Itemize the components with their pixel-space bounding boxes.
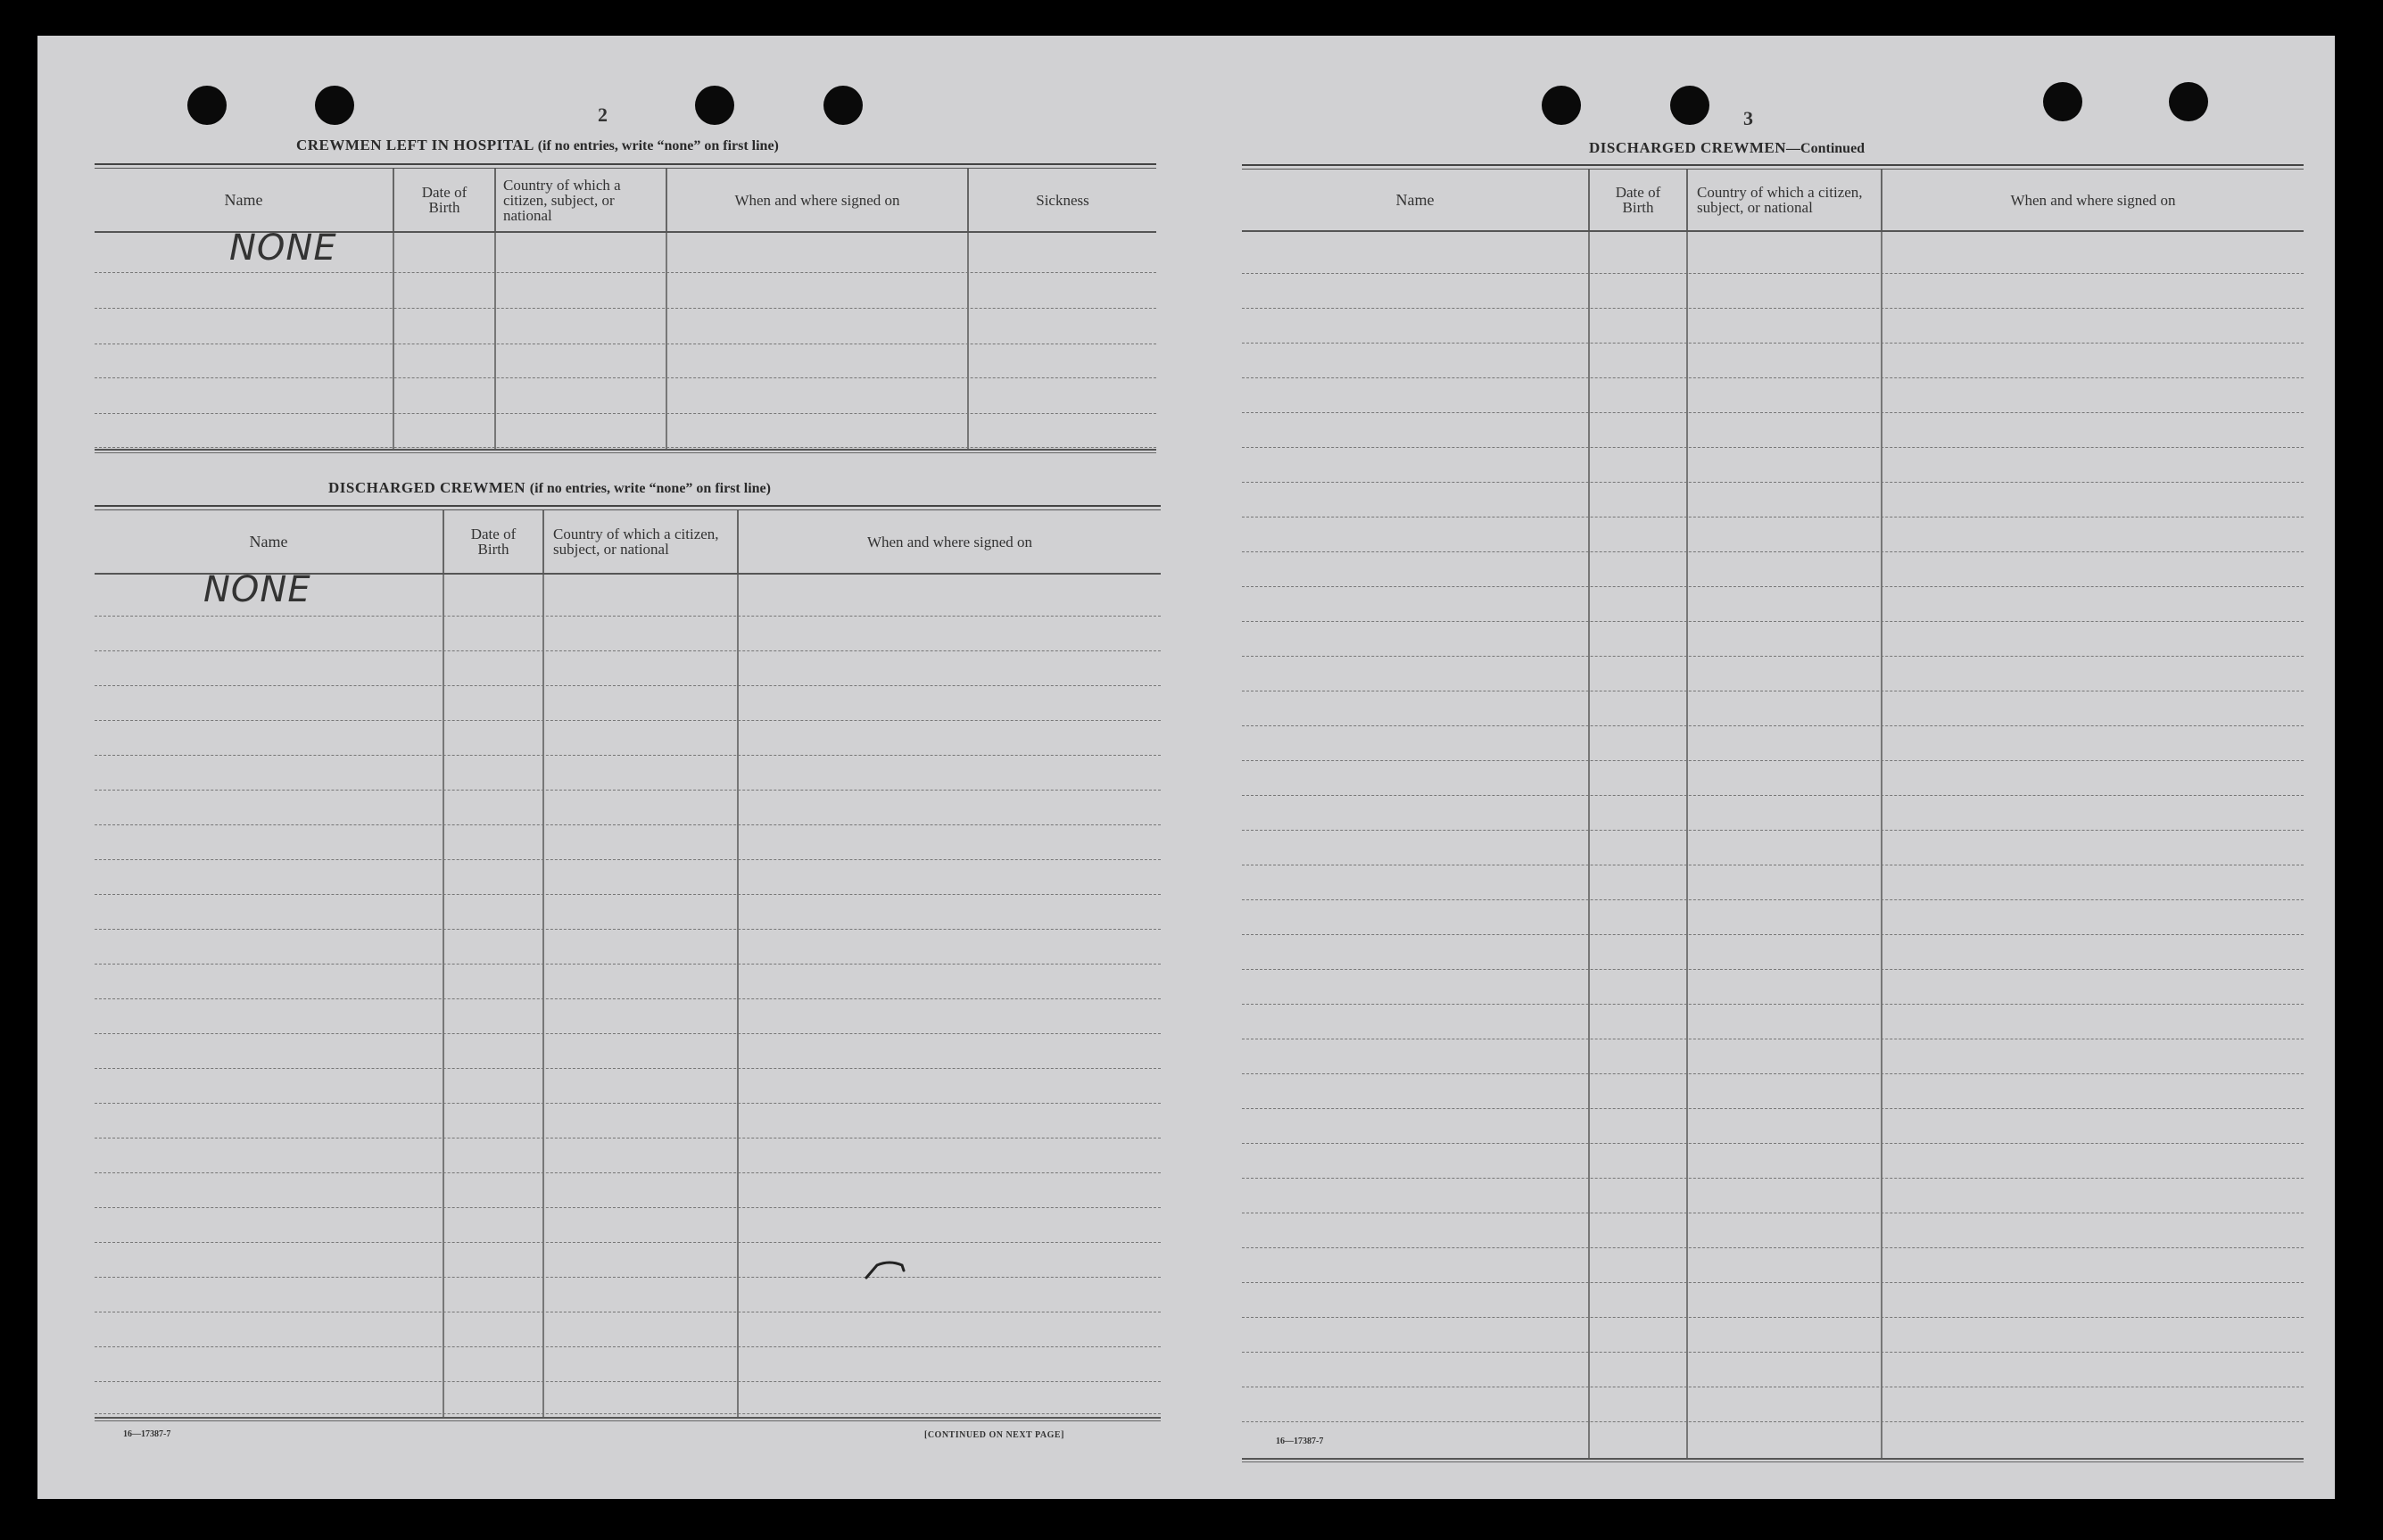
document-sheet [37,36,2335,1499]
punch-hole [315,86,354,125]
discharged-table-left [95,505,1161,1469]
hospital-table [95,163,1156,493]
hospital-title-text: CREWMEN LEFT IN HOSPITAL [296,137,534,153]
discharged-table-right [1242,164,2304,1449]
continued-note: [CONTINUED ON NEXT PAGE] [924,1430,1064,1440]
handwritten-none-discharged: NONE [203,569,311,610]
discharged-table-body [95,575,1161,1417]
discharged-continued-title [1589,139,1865,157]
col-header-signed-on: When and where signed on [2010,191,2176,209]
page-number-left: 2 [598,103,608,126]
form-code-right: 16—17387-7 [1276,1437,1324,1446]
handwritten-none-hospital: NONE [229,228,337,269]
discharged-subtitle-text: (if no entries, write “none” on first line) [529,481,771,496]
hospital-table-header [95,169,1156,233]
continued-subtitle-text: —Continued [1786,141,1866,156]
punch-hole [695,86,734,125]
punch-hole [187,86,227,125]
hospital-subtitle-text: (if no entries, write “none” on first line) [537,138,779,153]
discharged-section-title [328,479,771,497]
discharged-continued-header [1242,170,2304,232]
col-header-name: Name [1242,170,1590,230]
col-header-country: Country of which a citizen, subject, or national [496,169,667,231]
punch-hole [1670,86,1709,125]
col-header-signed-on: When and where signed on [667,169,969,231]
discharged-continued-body [1242,232,2304,1458]
punch-hole [1542,86,1581,125]
col-header-signed-on: When and where signed on [866,533,1033,551]
col-header-country: Country of which a citizen, subject, or national [1688,170,1882,230]
col-header-dob: Date of Birth [394,169,496,231]
punch-hole [2043,82,2082,121]
page-number-right: 3 [1743,107,1753,129]
discharged-title-text: DISCHARGED CREWMEN [328,479,526,496]
col-header-sickness: Sickness [1036,191,1089,209]
col-header-name: Name [95,169,394,231]
discharged-continued-title-text: DISCHARGED CREWMEN [1589,139,1787,156]
hospital-section-title [296,137,779,154]
form-code-left: 16—17387-7 [123,1429,171,1439]
col-header-dob: Date of Birth [1590,170,1688,230]
punch-hole [823,86,863,125]
col-header-name: Name [95,510,444,573]
col-header-dob: Date of Birth [444,510,544,573]
pen-mark [863,1256,916,1283]
discharged-table-header [95,510,1161,575]
punch-hole [2169,82,2208,121]
col-header-country: Country of which a citizen, subject, or national [544,510,739,573]
